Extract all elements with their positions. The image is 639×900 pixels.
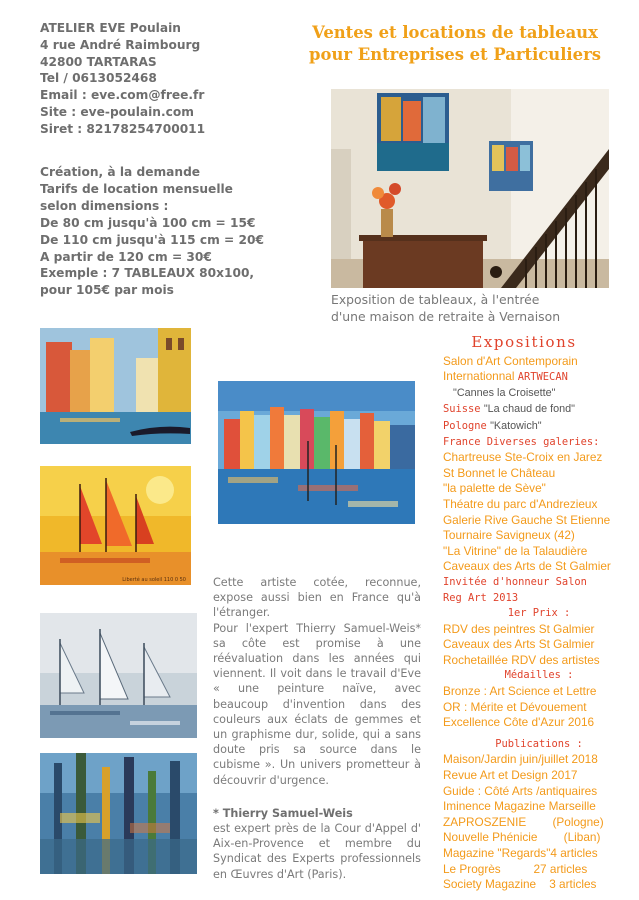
gallery-item: Caveaux des Arts de St Galmier <box>443 559 611 574</box>
expert-note-title: * Thierry Samuel-Weis <box>213 806 353 820</box>
pricing-line: pour 105€ par mois <box>40 283 174 298</box>
expert-opinion: Pour l'expert Thierry Samuel-Weis* sa côte est promise à une réévaluation dans les années qui viennent. Il voit dans le travail d'Eve « une peinture naïve, avec beaucoup d'invention dans des couleurs aux éclats de gemmes et un graphisme dur, solide, qui a sans doute pris sa source dans le cubisme ». Un univers prometteur à découvrir d'urgence. <box>213 621 421 787</box>
contact-line: Siret : 82178254700011 <box>40 121 206 136</box>
expositions-column <box>443 335 635 893</box>
medaille-item: Bronze : Art Science et Lettre <box>443 684 597 699</box>
cannes-line: "Cannes la Croisette" <box>453 386 556 399</box>
caption-line-2: d'une maison de retraite à Vernaison <box>331 309 561 324</box>
publications-title: Publications : <box>495 737 583 750</box>
invitee-line-1: Invitée d'honneur Salon <box>443 575 587 588</box>
pricing-line: Tarifs de location mensuelle <box>40 181 233 196</box>
artist-description <box>213 575 421 882</box>
france-galleries-label: France Diverses galeries: <box>443 435 600 448</box>
pricing-line: De 110 cm jusqu'à 115 cm = 20€ <box>40 232 264 247</box>
exhibition-photo <box>331 89 609 288</box>
contact-block <box>40 20 270 138</box>
expert-note-body: est expert près de la Cour d'Appel d' Aix-en-Provence et membre du Syndicat des Experts professionnels en Œuvres d'Art (Paris). <box>213 822 421 881</box>
pricing-line: selon dimensions : <box>40 198 169 213</box>
gallery-item: Galerie Rive Gauche St Etienne <box>443 512 611 527</box>
salon-line-2: Internationnal ARTWECAN <box>443 369 568 384</box>
medaille-item: OR : Mérite et Dévouement <box>443 699 587 714</box>
contact-line: ATELIER EVE Poulain <box>40 21 181 35</box>
photo-caption <box>331 291 621 325</box>
prix-item: RDV des peintres St Galmier <box>443 621 595 636</box>
painting-colorful-harbor <box>218 381 415 524</box>
contact-line: Site : eve-poulain.com <box>40 104 194 119</box>
gallery-item: Chartreuse Ste-Croix en Jarez <box>443 450 603 465</box>
publication-item: Revue Art et Design 2017 <box>443 768 578 783</box>
prix-title: 1er Prix : <box>507 607 571 620</box>
gallery-item: Théatre du parc d'Andrezieux <box>443 496 598 511</box>
prix-item: Rochetaillée RDV des artistes <box>443 652 600 667</box>
suisse-line: Suisse "La chaud de fond" <box>443 403 575 416</box>
painting-venice-canal <box>40 328 191 444</box>
painting-sailboats-yellow <box>40 466 191 585</box>
invitee-line-2: Reg Art 2013 <box>443 591 519 604</box>
gallery-item: Tournaire Savigneux (42) <box>443 528 575 543</box>
gallery-item: "la palette de Sève" <box>443 481 546 496</box>
painting-signature: Liberté au soleil 110 0 50 <box>122 577 186 583</box>
gallery-item: "La Vitrine" de la Talaudière <box>443 543 588 558</box>
contact-line: Tel / 0613052468 <box>40 71 157 86</box>
pricing-line: De 80 cm jusqu'à 100 cm = 15€ <box>40 215 256 230</box>
expositions-title: Expositions <box>471 333 577 351</box>
pricing-line: Exemple : 7 TABLEAUX 80x100, <box>40 266 255 281</box>
publication-item: Maison/Jardin juin/juillet 2018 <box>443 752 598 767</box>
contact-line: 4 rue André Raimbourg <box>40 37 201 52</box>
contact-line: Email : eve.com@free.fr <box>40 88 205 103</box>
publication-item: Magazine "Regards"4 articles <box>443 846 598 860</box>
publication-item: Le Progrès 27 articles <box>443 861 588 876</box>
pologne-line: Pologne "Katowich" <box>443 419 542 432</box>
gallery-item: St Bonnet le Château <box>443 465 556 480</box>
pricing-line: A partir de 120 cm = 30€ <box>40 249 212 264</box>
medaille-item: Excellence Côte d'Azur 2016 <box>443 715 595 730</box>
painting-sailboats-grey <box>40 613 197 738</box>
artist-intro: Cette artiste cotée, reconnue, expose aussi bien en France qu'à l'étranger. <box>213 576 421 620</box>
contact-line: 42800 TARTARAS <box>40 54 157 69</box>
page-headline <box>290 22 620 66</box>
caption-line-1: Exposition de tableaux, à l'entrée <box>331 292 540 307</box>
pricing-block <box>40 164 290 299</box>
publication-item: Society Magazine 3 articles <box>443 877 597 892</box>
headline-line-2: pour Entreprises et Particuliers <box>309 45 601 64</box>
publication-item: Iminence Magazine Marseille <box>443 799 596 814</box>
prix-item: Caveaux des Arts St Galmier <box>443 637 595 652</box>
publication-item: ZAPROSZENIE (Pologne) <box>443 814 604 829</box>
painting-forest <box>40 753 197 874</box>
publication-item: Guide : Côté Arts /antiquaires <box>443 783 598 798</box>
publication-item: Nouvelle Phénicie (Liban) <box>443 830 601 845</box>
salon-line-1: Salon d'Art Contemporain <box>443 353 578 368</box>
headline-line-1: Ventes et locations de tableaux <box>312 23 598 42</box>
medailles-title: Médailles : <box>504 669 574 682</box>
pricing-line: Création, à la demande <box>40 165 201 179</box>
